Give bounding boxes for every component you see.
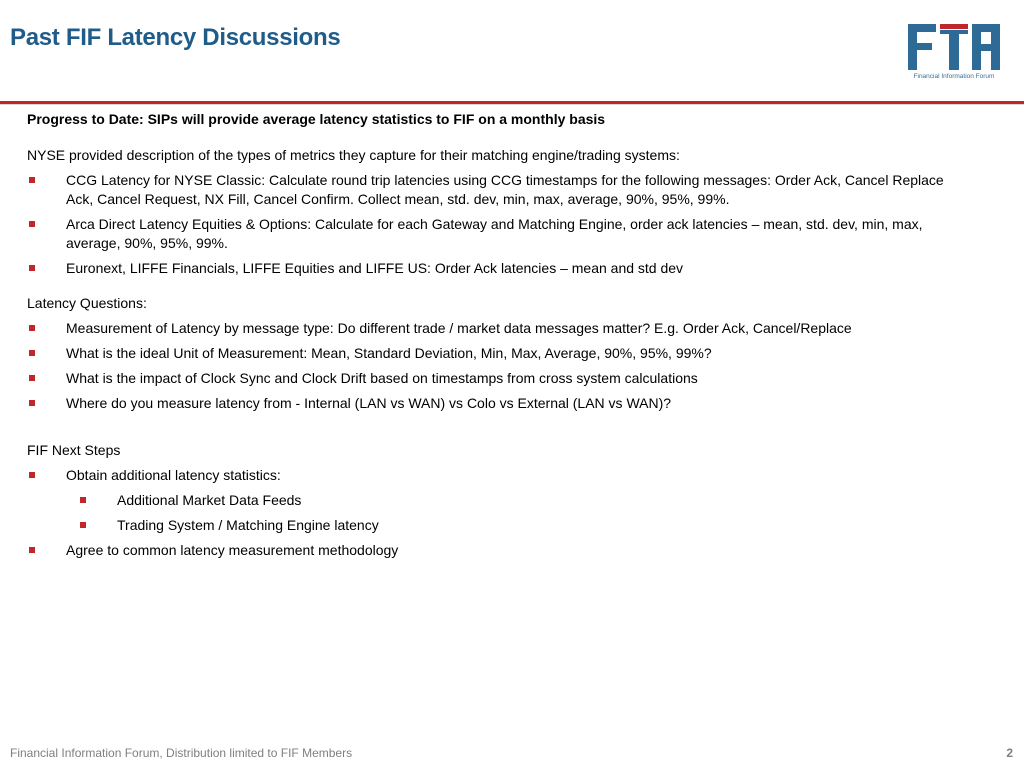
- sub-list-item-text: Trading System / Matching Engine latency: [117, 517, 379, 533]
- sub-list-item: [27, 491, 967, 510]
- nyse-intro: NYSE provided description of the types of metrics they capture for their matching engine/trading systems:: [27, 147, 680, 163]
- list-item: [27, 541, 967, 560]
- list-item: [27, 215, 967, 253]
- list-item-text: Euronext, LIFFE Financials, LIFFE Equities and LIFFE US: Order Ack latencies – mean and std dev: [66, 260, 684, 276]
- square-bullet-icon: [29, 325, 35, 331]
- list-item-text: Arca Direct Latency Equities & Options: Calculate for each Gateway and Matching Engine, order ack latencies – mean, std. dev, min, max, average, 90%, 95%, 99%.: [66, 216, 923, 251]
- square-bullet-icon: [29, 221, 35, 227]
- square-bullet-icon: [29, 350, 35, 356]
- fif-logo-mark: [906, 22, 1002, 72]
- list-item: [27, 466, 967, 485]
- list-item-text: CCG Latency for NYSE Classic: Calculate round trip latencies using CCG timestamps for the following messages: Order Ack, Cancel Replace Ack, Cancel Request, NX Fill, Cancel Confirm. Collect mean, std. dev, min, max, average, 90%, 95%, 99%.: [66, 172, 944, 207]
- sub-list-item: [27, 516, 967, 535]
- list-item: [27, 319, 967, 338]
- square-bullet-icon: [29, 375, 35, 381]
- list-item: [27, 394, 967, 413]
- list-item: [27, 369, 967, 388]
- square-bullet-icon: [80, 497, 86, 503]
- questions-heading: Latency Questions:: [27, 295, 147, 311]
- fif-logo: [906, 22, 1002, 86]
- progress-heading: Progress to Date: SIPs will provide average latency statistics to FIF on a monthly basis: [27, 111, 606, 127]
- square-bullet-icon: [29, 472, 35, 478]
- list-item-text: Obtain additional latency statistics:: [66, 467, 281, 483]
- list-item: [27, 344, 967, 363]
- list-item-text: Measurement of Latency by message type: Do different trade / market data messages matter? E.g. Order Ack, Cancel/Replace: [66, 320, 852, 336]
- slide-body: [27, 108, 967, 566]
- square-bullet-icon: [29, 265, 35, 271]
- footer-text: Financial Information Forum, Distribution limited to FIF Members: [10, 746, 353, 760]
- list-item-text: Agree to common latency measurement methodology: [66, 542, 399, 558]
- slide-title: Past FIF Latency Discussions: [10, 24, 341, 51]
- list-item-text: Where do you measure latency from - Internal (LAN vs WAN) vs Colo vs External (LAN vs WAN)?: [66, 395, 672, 411]
- square-bullet-icon: [29, 547, 35, 553]
- logo-caption: Financial Information Forum: [913, 73, 995, 80]
- header-divider-shadow: [0, 104, 1024, 105]
- list-item: [27, 259, 967, 278]
- list-item: [27, 171, 967, 209]
- square-bullet-icon: [29, 400, 35, 406]
- square-bullet-icon: [29, 177, 35, 183]
- next-steps-heading: FIF Next Steps: [27, 442, 121, 458]
- list-item-text: What is the ideal Unit of Measurement: Mean, Standard Deviation, Min, Max, Average, 90%, 95%, 99%?: [66, 345, 712, 361]
- sub-list-item-text: Additional Market Data Feeds: [117, 492, 302, 508]
- page-number: 2: [1006, 746, 1013, 760]
- list-item-text: What is the impact of Clock Sync and Clock Drift based on timestamps from cross system calculations: [66, 370, 698, 386]
- square-bullet-icon: [80, 522, 86, 528]
